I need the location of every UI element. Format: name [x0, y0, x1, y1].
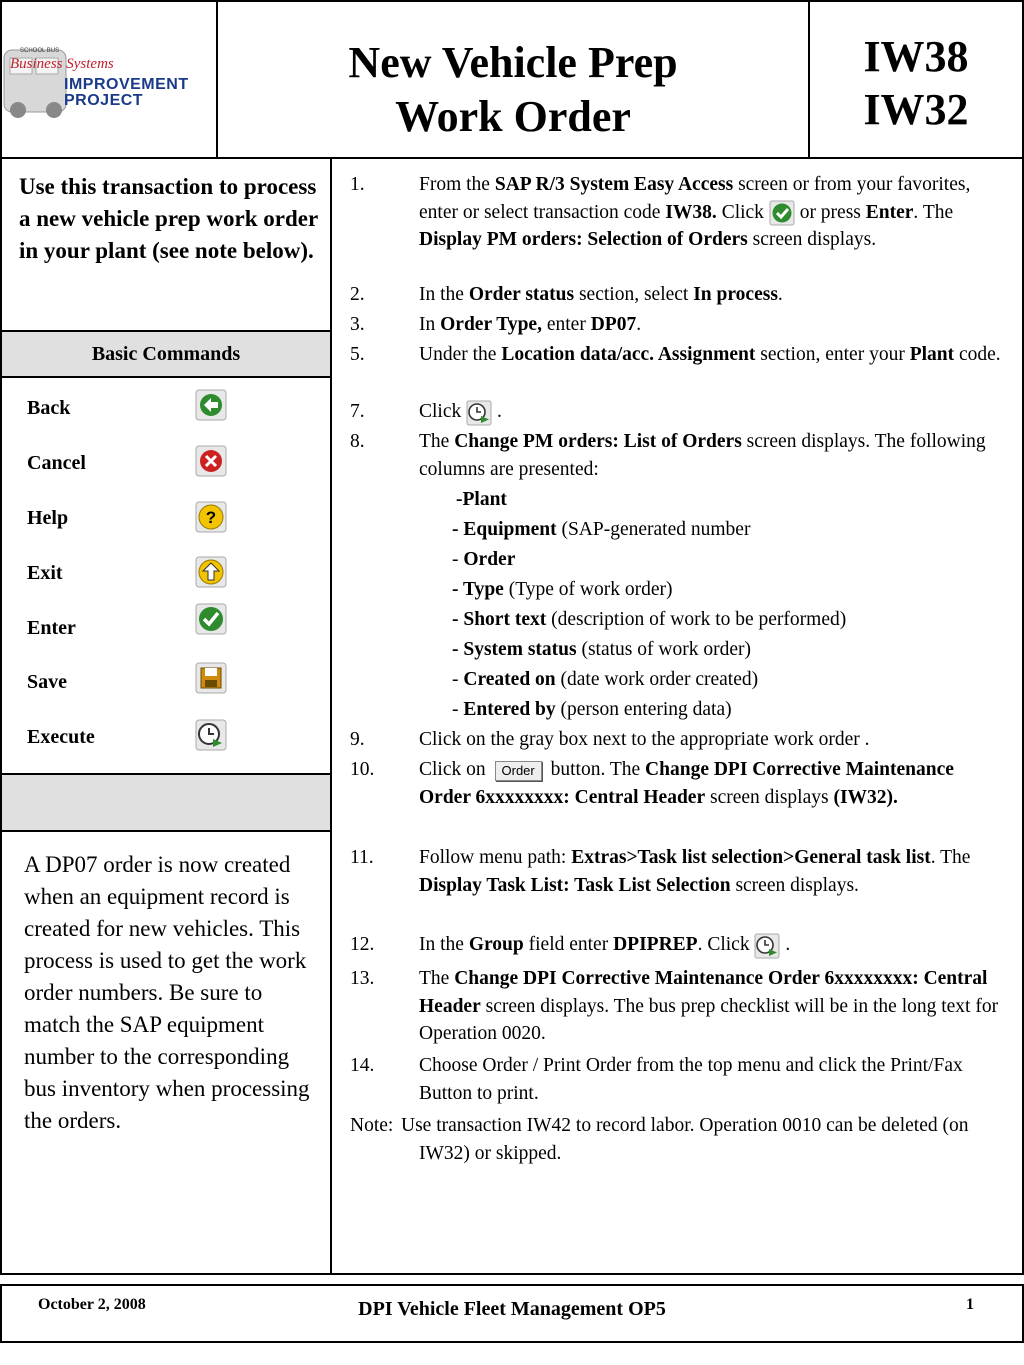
left-sidebar — [0, 157, 332, 1275]
column-item: - Type (Type of work order) — [452, 579, 673, 600]
instructions-panel — [330, 157, 1024, 1275]
execute-clock-icon[interactable] — [195, 719, 227, 751]
column-item: -Plant — [456, 489, 507, 510]
logo-line1: Business Systems — [10, 56, 114, 72]
execute-clock-icon[interactable] — [754, 933, 780, 959]
header-code-cell — [808, 0, 1024, 159]
step-number: 11. — [350, 847, 374, 868]
header-title-cell — [216, 0, 810, 159]
help-question-icon[interactable] — [195, 501, 227, 533]
step-number: 5. — [350, 344, 365, 365]
back-arrow-icon[interactable] — [195, 389, 227, 421]
page-title-line1: New Vehicle Prep — [348, 38, 678, 87]
execute-clock-icon[interactable] — [466, 400, 492, 426]
step-text: In the Order status section, select In process. — [419, 284, 783, 305]
logo-line2: IMPROVEMENT — [64, 76, 189, 93]
step-number: 10. — [350, 759, 375, 780]
transaction-code-2: IW32 — [863, 85, 969, 134]
page-title — [218, 36, 808, 144]
column-item: - System status (status of work order) — [452, 639, 751, 660]
save-floppy-icon[interactable] — [195, 662, 227, 694]
order-button[interactable]: Order — [495, 761, 542, 781]
column-item: - Created on (date work order created) — [452, 669, 759, 690]
step-text: Click . — [419, 398, 1009, 426]
svg-text:?: ? — [205, 508, 217, 527]
step-number: 3. — [350, 314, 365, 335]
basic-commands-header — [2, 330, 330, 378]
step-text: Choose Order / Print Order from the top menu and click the Print/Fax Button to print. — [419, 1055, 963, 1104]
command-label-execute: Execute — [27, 726, 95, 748]
step-number: 13. — [350, 968, 375, 989]
step-number: 2. — [350, 284, 365, 305]
step-number: 12. — [350, 934, 375, 955]
footer-title: DPI Vehicle Fleet Management OP5 — [358, 1298, 666, 1320]
page-title-line2: Work Order — [395, 92, 631, 141]
column-item: - Order — [452, 549, 516, 570]
step-number: 14. — [350, 1055, 375, 1076]
transaction-codes — [810, 30, 1022, 136]
command-label-back: Back — [27, 397, 71, 419]
command-label-exit: Exit — [27, 562, 63, 584]
step-text: Click on the gray box next to the appropriate work order . — [419, 729, 870, 750]
command-label-help: Help — [27, 507, 69, 529]
cancel-x-icon[interactable] — [195, 445, 227, 477]
command-label-save: Save — [27, 671, 67, 693]
step-number: 8. — [350, 431, 365, 452]
step-number: 7. — [350, 401, 365, 422]
enter-check-icon[interactable] — [195, 603, 227, 635]
step-text: The Change PM orders: List of Orders screen displays. The following columns are presented: — [419, 431, 986, 480]
dp07-note: A DP07 order is now created when an equipment record is created for new vehicles. This process is used to get the work order numbers. Be sure to match the SAP equipment number to the corresponding bus inventory when processing the orders. — [24, 852, 310, 1133]
project-logo — [2, 42, 216, 122]
step-text: Under the Location data/acc. Assignment section, enter your Plant code. — [419, 344, 1001, 365]
step-text: In Order Type, enter DP07. — [419, 314, 642, 335]
command-label-cancel: Cancel — [27, 452, 86, 474]
footer-date: October 2, 2008 — [38, 1296, 146, 1313]
step-text: Follow menu path: Extras>Task list selection>General task list. The Display Task List: Task List Selection screen displays. — [419, 847, 971, 896]
column-item: - Short text (description of work to be performed) — [452, 609, 847, 630]
step-text: In the Group field enter DPIPREP. Click . — [419, 931, 1009, 959]
header-logo-cell — [0, 0, 218, 159]
command-label-enter: Enter — [27, 617, 76, 639]
enter-check-icon[interactable] — [769, 200, 795, 226]
step-text: From the SAP R/3 System Easy Access screen or from your favorites, enter or select transaction code IW38. Click or press Enter. The Display PM orders: Selection of Orders screen displays. — [419, 174, 971, 251]
page-footer — [0, 1284, 1024, 1343]
note-text: Use transaction IW42 to record labor. Operation 0010 can be deleted (on IW32) or skipped. — [401, 1115, 969, 1164]
step-number: 9. — [350, 729, 365, 750]
logo-line3: PROJECT — [64, 92, 144, 109]
intro-text: Use this transaction to process a new vehicle prep work order in your plant (see note below). — [19, 174, 318, 263]
step-text: The Change DPI Corrective Maintenance Order 6xxxxxxxx: Central Header screen displays. The bus prep checklist will be in the long text for Operation 0020. — [419, 968, 999, 1044]
column-item: - Entered by (person entering data) — [452, 699, 732, 720]
step-number: 1. — [350, 174, 365, 195]
exit-up-arrow-icon[interactable] — [195, 556, 227, 588]
transaction-code-1: IW38 — [863, 32, 969, 81]
page-number: 1 — [966, 1296, 974, 1313]
logo-top-text: SCHOOL BUS — [20, 48, 60, 54]
column-item: - Equipment (SAP-generated number — [452, 519, 751, 540]
step-text: Click on Order button. The Change DPI Corrective Maintenance Order 6xxxxxxxx: Central Header screen displays (IW32). — [419, 759, 954, 808]
blank-band — [2, 773, 330, 832]
note-label: Note: — [350, 1115, 394, 1136]
basic-commands-title: Basic Commands — [91, 343, 241, 365]
